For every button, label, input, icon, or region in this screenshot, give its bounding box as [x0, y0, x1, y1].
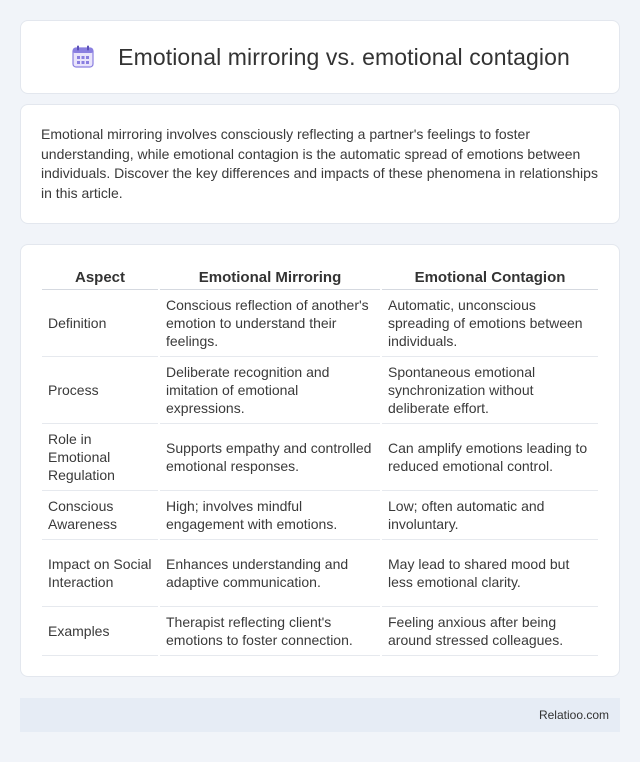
table-header-row	[42, 263, 598, 289]
page-title: Emotional mirroring vs. emotional contagion	[118, 43, 570, 70]
mirroring-cell: Conscious reflection of another's emotion to understand their feelings.	[159, 289, 381, 356]
table-row	[42, 423, 598, 490]
aspect-cell: Definition	[42, 289, 159, 356]
mirroring-cell: Enhances understanding and adaptive communication.	[159, 539, 381, 606]
comparison-table-card	[20, 244, 620, 677]
aspect-cell: Impact on Social Interaction	[42, 539, 159, 606]
aspect-cell: Process	[42, 356, 159, 423]
contagion-cell: Automatic, unconscious spreading of emotions between individuals.	[381, 289, 598, 356]
table-row	[42, 356, 598, 423]
intro-card	[20, 104, 620, 224]
table-row	[42, 490, 598, 539]
title-card	[20, 20, 620, 94]
header-emotional-mirroring: Emotional Mirroring	[159, 263, 381, 289]
contagion-cell: Feeling anxious after being around stressed colleagues.	[381, 606, 598, 655]
header-emotional-contagion: Emotional Contagion	[381, 263, 598, 289]
contagion-cell: Low; often automatic and involuntary.	[381, 490, 598, 539]
intro-text: Emotional mirroring involves consciously reflecting a partner's feelings to foster understanding, while emotional contagion is the automatic spread of emotions between individuals. Discover the key differences and impacts of these phenomena in relationships in this article.	[41, 126, 598, 201]
table-row	[42, 606, 598, 655]
table-row	[42, 289, 598, 356]
aspect-cell: Role in Emotional Regulation	[42, 423, 159, 490]
contagion-cell: May lead to shared mood but less emotional clarity.	[381, 539, 598, 606]
mirroring-cell: Deliberate recognition and imitation of emotional expressions.	[159, 356, 381, 423]
comparison-table	[42, 263, 598, 656]
calendar-icon	[70, 44, 96, 70]
footer	[20, 698, 620, 732]
mirroring-cell: Supports empathy and controlled emotional responses.	[159, 423, 381, 490]
mirroring-cell: High; involves mindful engagement with emotions.	[159, 490, 381, 539]
mirroring-cell: Therapist reflecting client's emotions to foster connection.	[159, 606, 381, 655]
table-row	[42, 539, 598, 606]
header-aspect: Aspect	[42, 263, 159, 289]
aspect-cell: Conscious Awareness	[42, 490, 159, 539]
footer-site-name[interactable]: Relatioo.com	[538, 708, 609, 722]
contagion-cell: Spontaneous emotional synchronization without deliberate effort.	[381, 356, 598, 423]
contagion-cell: Can amplify emotions leading to reduced emotional control.	[381, 423, 598, 490]
aspect-cell: Examples	[42, 606, 159, 655]
